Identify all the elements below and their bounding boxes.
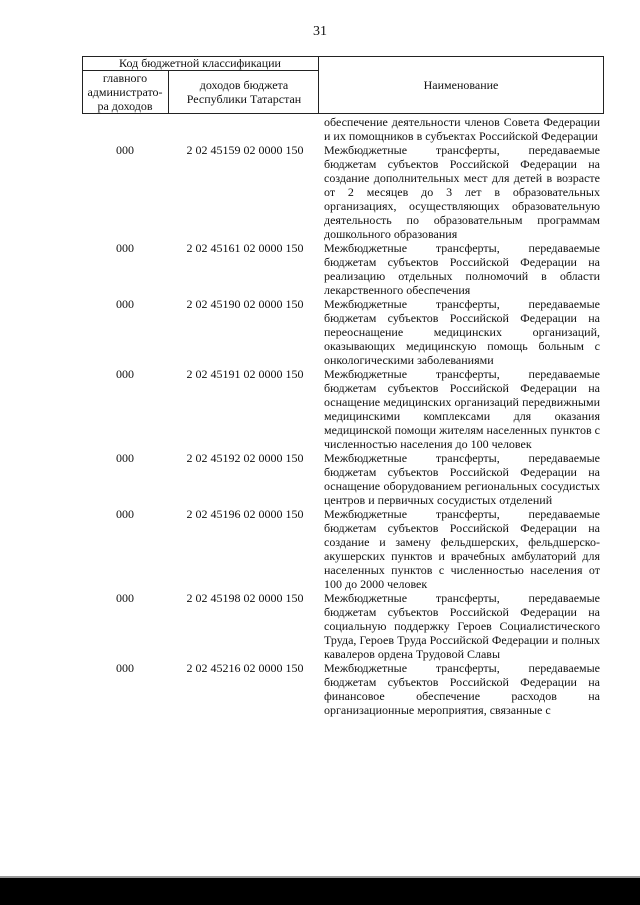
table-body (82, 115, 612, 717)
header-col1-line: главного (102, 71, 148, 85)
revenue-code-cell: 2 02 45198 02 0000 150 (186, 591, 304, 605)
admin-code-cell: 000 (116, 451, 134, 465)
header-col3-label: Наименование (423, 78, 499, 92)
scan-bottom-edge (0, 876, 640, 905)
table-row (82, 297, 612, 367)
name-cell: Межбюджетные трансферты, передаваемые бюджетам субъектов Российской Федерации на оснащение оборудованием региональных сосудистых центров и первичных сосудистых отделений (324, 451, 600, 507)
name-cell: Межбюджетные трансферты, передаваемые бюджетам субъектов Российской Федерации на финансовое обеспечение расходов на организационные мероприятия, связанные с (324, 661, 600, 717)
admin-code-cell: 000 (116, 297, 134, 311)
name-cell: обеспечение деятельности членов Совета Федерации и их помощников в субъектах Российской Федерации (324, 115, 600, 143)
header-col2-line: доходов бюджета (199, 78, 289, 92)
revenue-code-cell: 2 02 45191 02 0000 150 (186, 367, 304, 381)
name-cell: Межбюджетные трансферты, передаваемые бюджетам субъектов Российской Федерации на создание и замену фельдшерских, фельдшерско-акушерских пунктов и врачебных амбулаторий для населенных пунктов с численностью населения от 100 до 2000 человек (324, 507, 600, 591)
page-number: 31 (313, 24, 327, 39)
header-group-title: Код бюджетной классификации (119, 56, 281, 70)
table-header (82, 56, 604, 114)
header-col1-line: ра доходов (97, 99, 153, 113)
revenue-code-cell: 2 02 45159 02 0000 150 (186, 143, 304, 157)
admin-code-cell: 000 (116, 241, 134, 255)
table-row (82, 115, 612, 143)
revenue-code-cell: 2 02 45216 02 0000 150 (186, 661, 304, 675)
header-col1-line: администрато- (87, 85, 163, 99)
table-row (82, 451, 612, 507)
header-col1-label (82, 71, 168, 113)
header-right-border (603, 56, 604, 114)
revenue-code-cell: 2 02 45161 02 0000 150 (186, 241, 304, 255)
admin-code-cell: 000 (116, 367, 134, 381)
table-row (82, 241, 612, 297)
name-cell: Межбюджетные трансферты, передаваемые бюджетам субъектов Российской Федерации на переоснащение медицинских организаций, оказывающих медицинскую помощь больным с онкологическими заболеваниями (324, 297, 600, 367)
scan-edge-highlight (0, 876, 640, 878)
name-cell: Межбюджетные трансферты, передаваемые бюджетам субъектов Российской Федерации на оснащение медицинских организаций передвижными медицинскими комплексами для оказания медицинской помощи жителям населенных пунктов с численностью населения до 100 человек (324, 367, 600, 451)
table-row (82, 507, 612, 591)
admin-code-cell: 000 (116, 661, 134, 675)
revenue-code-cell: 2 02 45190 02 0000 150 (186, 297, 304, 311)
header-col2-label (169, 78, 319, 106)
table-row (82, 367, 612, 451)
header-col2-line: Республики Татарстан (186, 92, 302, 106)
admin-code-cell: 000 (116, 507, 134, 521)
revenue-code-cell: 2 02 45192 02 0000 150 (186, 451, 304, 465)
revenue-code-cell: 2 02 45196 02 0000 150 (186, 507, 304, 521)
admin-code-cell: 000 (116, 143, 134, 157)
name-cell: Межбюджетные трансферты, передаваемые бюджетам субъектов Российской Федерации на социальную поддержку Героев Социалистического Труда, Героев Труда Российской Федерации и полных кавалеров ордена Трудовой Славы (324, 591, 600, 661)
name-cell: Межбюджетные трансферты, передаваемые бюджетам субъектов Российской Федерации на создание дополнительных мест для детей в возрасте от 2 месяцев до 3 лет в образовательных организациях, осуществляющих образовательную деятельность по образовательным программам дошкольного образования (324, 143, 600, 241)
header-bottom-border (82, 113, 604, 114)
name-cell: Межбюджетные трансферты, передаваемые бюджетам субъектов Российской Федерации на реализацию отдельных полномочий в области лекарственного обеспечения (324, 241, 600, 297)
table-row (82, 143, 612, 241)
table-row (82, 661, 612, 717)
table-row (82, 591, 612, 661)
admin-code-cell: 000 (116, 591, 134, 605)
